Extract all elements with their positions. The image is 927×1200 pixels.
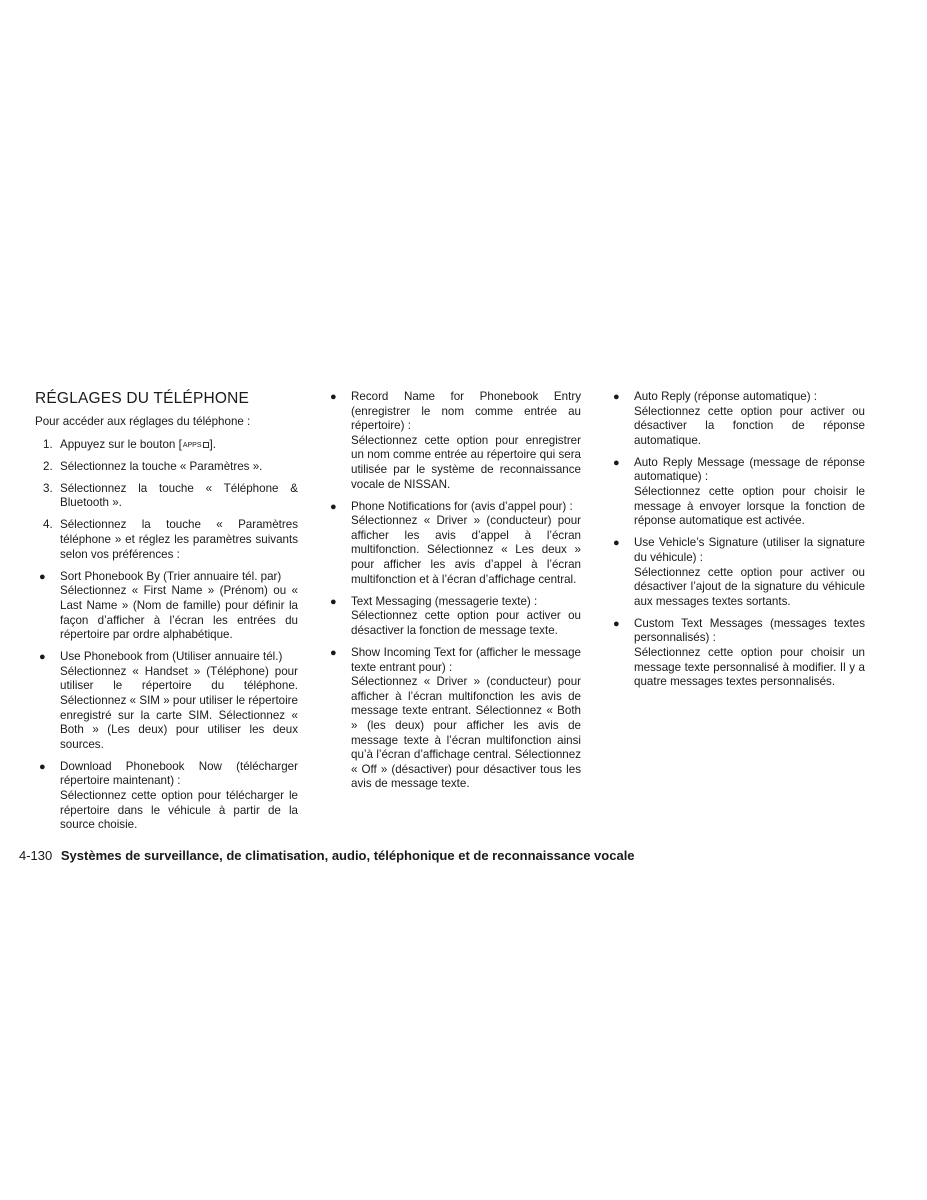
bullet-body: Sélectionnez cette option pour choisir le message à envoyer lorsque la fonction de réponse automatique est activée. [634,485,865,528]
bullet-item [609,617,865,690]
step-number: 2. [43,459,53,473]
bullet-body: Sélectionnez cette option pour activer ou désactiver l’ajout de la signature du véhicule aux messages textes sortants. [634,565,865,608]
bullet-icon: ● [330,595,337,608]
bullet-icon: ● [39,570,46,583]
bullet-title: Text Messaging (messagerie texte) : [351,594,538,608]
apps-button-icon: APPS [182,441,210,450]
column-3 [609,390,865,697]
step-number: 4. [43,518,53,532]
bullet-icon: ● [330,391,337,403]
page-number: 4-130 [19,848,53,863]
bullet-body: Sélectionnez cette option pour choisir un message texte personnalisé à modifier. Il y a quatre messages textes personnalisés. [634,646,865,689]
step-text-end: ]. [209,437,216,451]
bullet-title: Auto Reply (réponse automatique) : [634,390,818,403]
bullet-icon: ● [613,537,620,550]
bullet-item [326,390,581,492]
column-2 [326,390,581,799]
step-1 [35,438,298,453]
bullet-title: Phone Notifications for (avis d’appel pour) : [351,499,573,513]
bullet-body: Sélectionnez cette option pour activer ou désactiver la fonction de réponse automatique. [634,404,865,447]
step-4 [35,518,298,562]
bullet-body: Sélectionnez « First Name » (Prénom) ou « Last Name » (Nom de famille) pour définir la façon d’afficher à l’écran les entrées du répertoire par ordre alphabétique. [60,584,298,642]
step-number: 1. [43,437,53,451]
bullet-icon: ● [330,647,337,659]
intro-text: Pour accéder aux réglages du téléphone : [35,415,251,428]
step-text: Appuyez sur le bouton [ [60,437,182,451]
step-text: Sélectionnez la touche « Paramètres ». [60,459,263,473]
bullet-icon: ● [613,391,620,403]
bullet-body: Sélectionnez cette option pour enregistrer un nom comme entrée au répertoire qui sera utilisée par le système de reconnaissance vocale de NISSAN. [351,433,581,491]
bullet-icon: ● [613,617,620,630]
chapter-title: Systèmes de surveillance, de climatisation, audio, téléphonique et de reconnaissance vocale [60,848,635,863]
bullet-body: Sélectionnez cette option pour télécharger le répertoire dans le véhicule à partir de la source choisie. [60,789,298,832]
bullet-item [326,646,581,792]
bullet-title: Use Vehicle’s Signature (utiliser la signature du véhicule) : [634,536,865,564]
bullet-body: Sélectionnez cette option pour activer ou désactiver la fonction de message texte. [351,609,581,637]
page-footer [19,847,899,865]
step-text: Sélectionnez la touche « Paramètres téléphone » et réglez les paramètres suivants selon vos préférences : [60,518,298,561]
column-1 [35,390,298,840]
bullet-item [609,390,865,448]
bullet-item [35,570,298,643]
bullet-item [609,456,865,529]
bullet-item [35,760,298,833]
bullet-icon: ● [613,456,620,469]
bullet-body: Sélectionnez « Driver » (conducteur) pour afficher les avis d’appel à l’écran multifonction. Sélectionnez « Les deux » pour afficher les avis d’appel à l’écran multifonction et à l’écran d’affichage central. [351,514,581,586]
bullet-icon: ● [330,500,337,513]
bullet-title: Use Phonebook from (Utiliser annuaire tél.) [60,650,283,664]
bullet-title: Download Phonebook Now (télécharger répertoire maintenant) : [60,759,298,788]
bullet-item [609,536,865,609]
bullet-body: Sélectionnez « Handset » (Téléphone) pour utiliser le répertoire du téléphone. Sélectionnez « SIM » pour utiliser le répertoire enregistré sur la carte SIM. Sélectionnez « Both » (Les deux) pour utiliser les deux sources. [60,664,298,751]
bullet-item [326,595,581,639]
step-text: Sélectionnez la touche « Téléphone & Bluetooth ». [60,481,298,510]
bullet-title: Sort Phonebook By (Trier annuaire tél. par) [60,569,282,583]
step-2 [35,460,298,475]
bullet-title: Record Name for Phonebook Entry (enregistrer le nom comme entrée au répertoire) : [351,390,581,433]
section-heading: RÉGLAGES DU TÉLÉPHONE [35,390,250,407]
bullet-body: Sélectionnez « Driver » (conducteur) pour afficher à l’écran multifonction les avis de message texte entrant. Sélectionnez « Both » (les deux) pour afficher les avis de message texte à l’écran multifonction ainsi qu’à l’écran d’affichage central. Sélectionnez « Off » (désactiver) pour désactiver tous les avis de message texte. [351,675,581,791]
bullet-icon: ● [39,760,46,773]
bullet-item [35,650,298,752]
bullet-icon: ● [39,651,46,664]
bullet-title: Auto Reply Message (message de réponse automatique) : [634,455,865,484]
step-number: 3. [43,481,53,495]
bullet-title: Custom Text Messages (messages textes personnalisés) : [634,616,865,645]
bullet-title: Show Incoming Text for (afficher le message texte entrant pour) : [351,646,581,674]
bullet-item [326,500,581,588]
step-3 [35,482,298,511]
